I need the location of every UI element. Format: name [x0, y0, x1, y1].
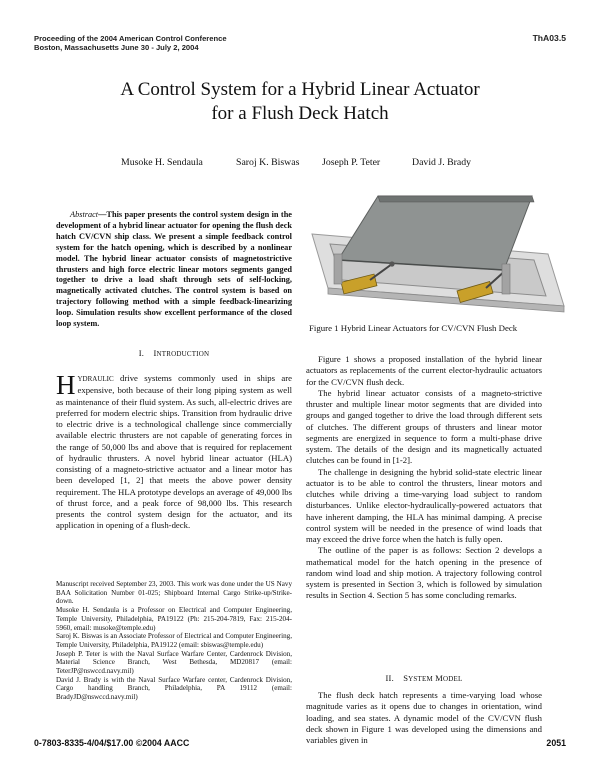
paragraph: The outline of the paper is as follows: Section 2 develops a mathematical model for the hatch opening in the presence of random wind load and ship motion. A trajectory following control system is presented in Section 3, which is followed by simulation results in Section 4. Section 5 has some concluding remarks.: [306, 545, 542, 601]
author-name: David J. Brady: [412, 157, 472, 168]
abstract-text: —This paper presents the control system design in the development of a hybrid linear actuator for opening the flush deck hatch CV/CVN ship class. We present a simple feedback control system for the hatch opening, which is described by a nonlinear model. The hybrid linear actuator consists of magnetostrictive thrusters and high force electric linear motors segments ganged together to drive a load shaft through sets of self-locking, magnetically activated clutches. The control system is based on trajectory following method with a simple feedback-linearizing loop. Simulation results show excellent performance of the closed loop system.: [56, 210, 292, 329]
author-name: Musoke H. Sendaula: [121, 157, 203, 168]
proceedings-line-2: Boston, Massachusetts June 30 - July 2, 2004: [34, 43, 199, 52]
paper-title-line-1: A Control System for a Hybrid Linear Actuator: [120, 79, 480, 100]
footnote: Musoke H. Sendaula is a Professor on Electrical and Computer Engineering, Temple University, Philadelphia, PA19122 (Ph: 215-204-7819, Fax: 215-204-5960, email: musoke@temple.edu): [56, 606, 292, 632]
drop-cap: H: [56, 370, 76, 400]
section-heading-system-model: II. SYSTEM MODEL: [385, 673, 463, 683]
page-number: 2051: [546, 738, 566, 748]
isbn-line: 0-7803-8335-4/04/$17.00 ©2004 AACC: [34, 738, 190, 748]
figure-1: [308, 194, 572, 320]
footnote: Saroj K. Biswas is an Associate Professor of Electrical and Computer Engineering, Temple University, Philadelphia, PA19122 (email: sbiswas@temple.edu): [56, 632, 292, 649]
abstract: [56, 210, 292, 330]
abstract-label: Abstract: [70, 210, 99, 219]
figure-1-caption: Figure 1 Hybrid Linear Actuators for CV/CVN Flush Deck: [309, 323, 518, 333]
footnote: Joseph P. Teter is with the Naval Surface Warfare Center, Cardenrock Division, Material Science Branch, West Bethesda, MD20817 (email: TeterJP@nswccd.navy.mil): [56, 649, 292, 676]
introduction-paragraph: HYDRAULIC drive systems commonly used in ships are expensive, both because of their long piping system as well as maintenance of their fluid system. As such, all-electric drives are preferred for modern electric ships. Transition from hydraulic drive to electric drive is a technological challenge since commercially available electric thrusters are not capable of generating forces in the range of 50,000 lbs and above that is required for replacement of hydraulic thrusters. A novel hybrid linear actuator (HLA) consisting of a magneto-strictive actuator and a linear motor has been developed [1, 2] that meets the above power density requirement. The HLA prototype develops an average of 49,000 lbs of thrust force, and a peak force of 98,000 lbs. This research presents the control system design for the actuator, and its application in opening of a flush-deck.: [56, 370, 292, 531]
system-model-paragraph: The flush deck hatch represents a time-varying load whose magnitude varies as it opens due to changes in orientation, wind loading, and sea states. A dynamic model of the CV/CVN flush deck shown in Figure 1 was developed using the dimensions and variables given in: [306, 690, 542, 745]
right-column: [306, 354, 542, 602]
footnote: Manuscript received September 23, 2003. This work was done under the US Navy BAA Solicitation Number 01-025; Shipboard Internal Cargo Strike-up/Strike-down.: [56, 580, 292, 606]
paragraph: The challenge in designing the hybrid solid-state electric linear actuator is to be able to control the thrusters, linear motors and clutches while driving a time-varying load subject to random disturbances. Unlike elector-hydraulically-powered actuators that have inherent damping, the HLA has minimal damping. A precise control system will be needed in the presence of wind loads that may exceed the drive force when the hatch is fully open.: [306, 466, 542, 544]
footnote: David J. Brady is with the Naval Surface Warfare center, Cardenrock Division, Cargo handling Branch, Philadelphia, PA 19112 (email: BradyJD@nswccd.navy.mil): [56, 675, 292, 702]
session-code: ThA03.5: [532, 33, 566, 43]
proceedings-line-1: Proceeding of the 2004 American Control Conference: [34, 34, 227, 43]
footnotes: [56, 580, 292, 702]
author-name: Saroj K. Biswas: [236, 157, 300, 168]
hatch-illustration: [308, 194, 572, 320]
author-name: Joseph P. Teter: [322, 157, 381, 168]
section-heading-introduction: I. INTRODUCTION: [138, 348, 210, 358]
paper-title-line-2: for a Flush Deck Hatch: [211, 103, 389, 124]
paragraph: Figure 1 shows a proposed installation of the hybrid linear actuators as replacements of the current elector-hydraulic actuators for the CV/CVN flush deck.: [306, 354, 542, 387]
paragraph: The hybrid linear actuator consists of a magneto-strictive thruster and multiple linear motor segments that are divided into groups and ganged together to drive the load through different sets of clutches. The different groups of thrusters and linear motor segments are energized in sequence to form a multi-phase drive system. The details of the design and its magnetically actuated clutches can be found in [1-2].: [306, 387, 542, 466]
